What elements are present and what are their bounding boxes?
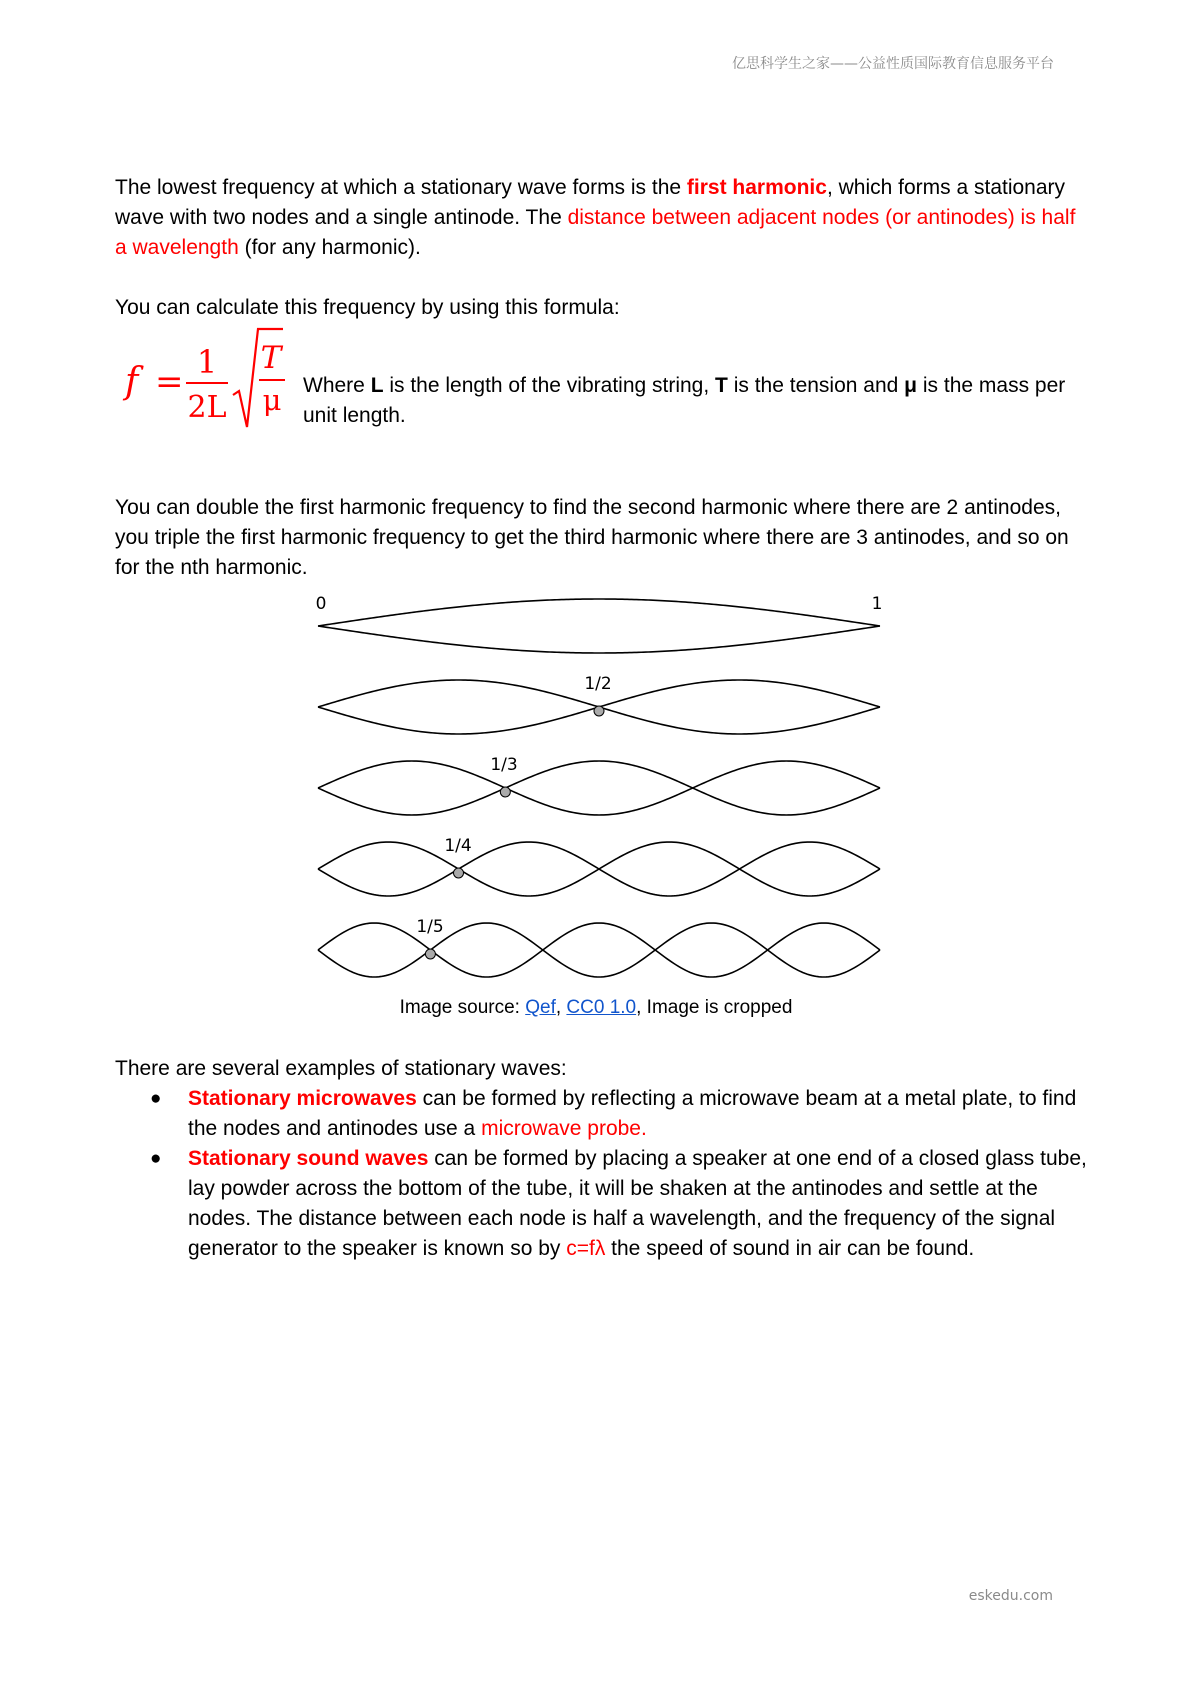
harmonic-4-node-marker [454,868,464,878]
desc-text-1: Where [303,374,371,397]
bullet-highlight: microwave probe. [481,1117,647,1140]
first-harmonic-term: first harmonic [686,176,827,199]
formula-root-denominator: μ [262,383,282,417]
formula-row [115,325,1105,445]
label-end: 1 [871,594,883,614]
formula-denominator: 2L [187,390,227,425]
list-item [115,1084,1090,1144]
formula-root-numerator: T [260,340,282,376]
bullet-highlight: c=fλ [566,1237,606,1260]
list-item [115,1144,1090,1264]
examples-intro: There are several examples of stationary waves: [115,1057,567,1080]
paragraph-first-harmonic [115,173,1090,263]
examples-list [115,1084,1090,1264]
caption-link-qef[interactable]: Qef [525,997,556,1018]
harmonics-text: You can double the first harmonic frequency to find the second harmonic where there are 2 antinodes, you triple the first harmonic frequency to get the third harmonic where there are 3 antinodes, and so on for the nth harmonic. [115,496,1069,579]
bullet-text: can be formed by reflecting a microwave beam at a metal plate, to find the nodes and antinodes use a [188,1087,1077,1140]
label-third: 1/3 [490,755,518,775]
harmonic-5-node-marker [425,949,435,959]
desc-text-3: is the tension and [727,374,905,397]
harmonics-figure [300,590,900,980]
formula-description [303,371,1103,431]
label-start: 0 [315,594,327,614]
bullet-dot: ● [150,1088,162,1109]
desc-text-2: is the length of the vibrating string, [383,374,716,397]
caption-suffix: , Image is cropped [636,997,793,1018]
formula-numerator: 1 [196,343,218,381]
harmonic-3-envelope [318,761,880,815]
harmonic-3-node-marker [500,787,510,797]
header-site-note: 亿思科学生之家——公益性质国际教育信息服务平台 [732,56,1054,72]
examples-section [115,1054,1090,1264]
bullet-dot: ● [150,1148,162,1169]
caption-sep: , [555,997,567,1018]
desc-text-4: is the mass per unit length. [303,374,1066,427]
figure-caption [0,997,1192,1019]
desc-var-T: T [715,374,728,397]
bullet-term: Stationary sound waves [188,1147,429,1170]
harmonic-4-envelope [318,842,880,896]
formula-intro-text: You can calculate this frequency by using this formula: [115,296,620,319]
bullet-text: can be formed by placing a speaker at one end of a closed glass tube, lay powder across the bottom of the tube, it will be shaken at the antinodes and settle at the nodes. The distance between each node is half a wavelength, and the frequency of the signal generator to the speaker is known so by [188,1147,1087,1260]
caption-link-cc0[interactable]: CC0 1.0 [566,997,637,1018]
bullet-term: Stationary microwaves [188,1087,417,1110]
desc-var-mu: μ [904,374,918,397]
p1-text-5: (for any harmonic). [238,236,421,259]
label-fifth: 1/5 [416,917,444,937]
harmonic-1-envelope [318,626,880,653]
paragraph-formula-intro [115,293,1090,323]
label-half: 1/2 [584,674,612,694]
harmonic-1-envelope [318,599,880,626]
formula-equals: = [155,362,184,402]
harmonic-3-envelope [318,761,880,815]
desc-var-L: L [370,374,384,397]
paragraph-harmonics [115,493,1090,583]
bullet-text-end: the speed of sound in air can be found. [605,1237,975,1260]
formula-f: f [125,361,139,402]
p1-text-3: , which forms a stationary wave with two nodes and a single antinode. The [115,176,1066,229]
node-distance-highlight: distance between adjacent nodes (or antinodes) is half a wavelength [115,206,1076,259]
harmonic-2-node-marker [594,706,604,716]
footer-site: eskedu.com [968,1588,1053,1604]
p1-text-1: The lowest frequency at which a stationary wave forms is the [115,176,687,199]
frequency-formula [115,325,295,445]
label-quarter: 1/4 [444,836,472,856]
caption-prefix: Image source: [399,997,526,1018]
